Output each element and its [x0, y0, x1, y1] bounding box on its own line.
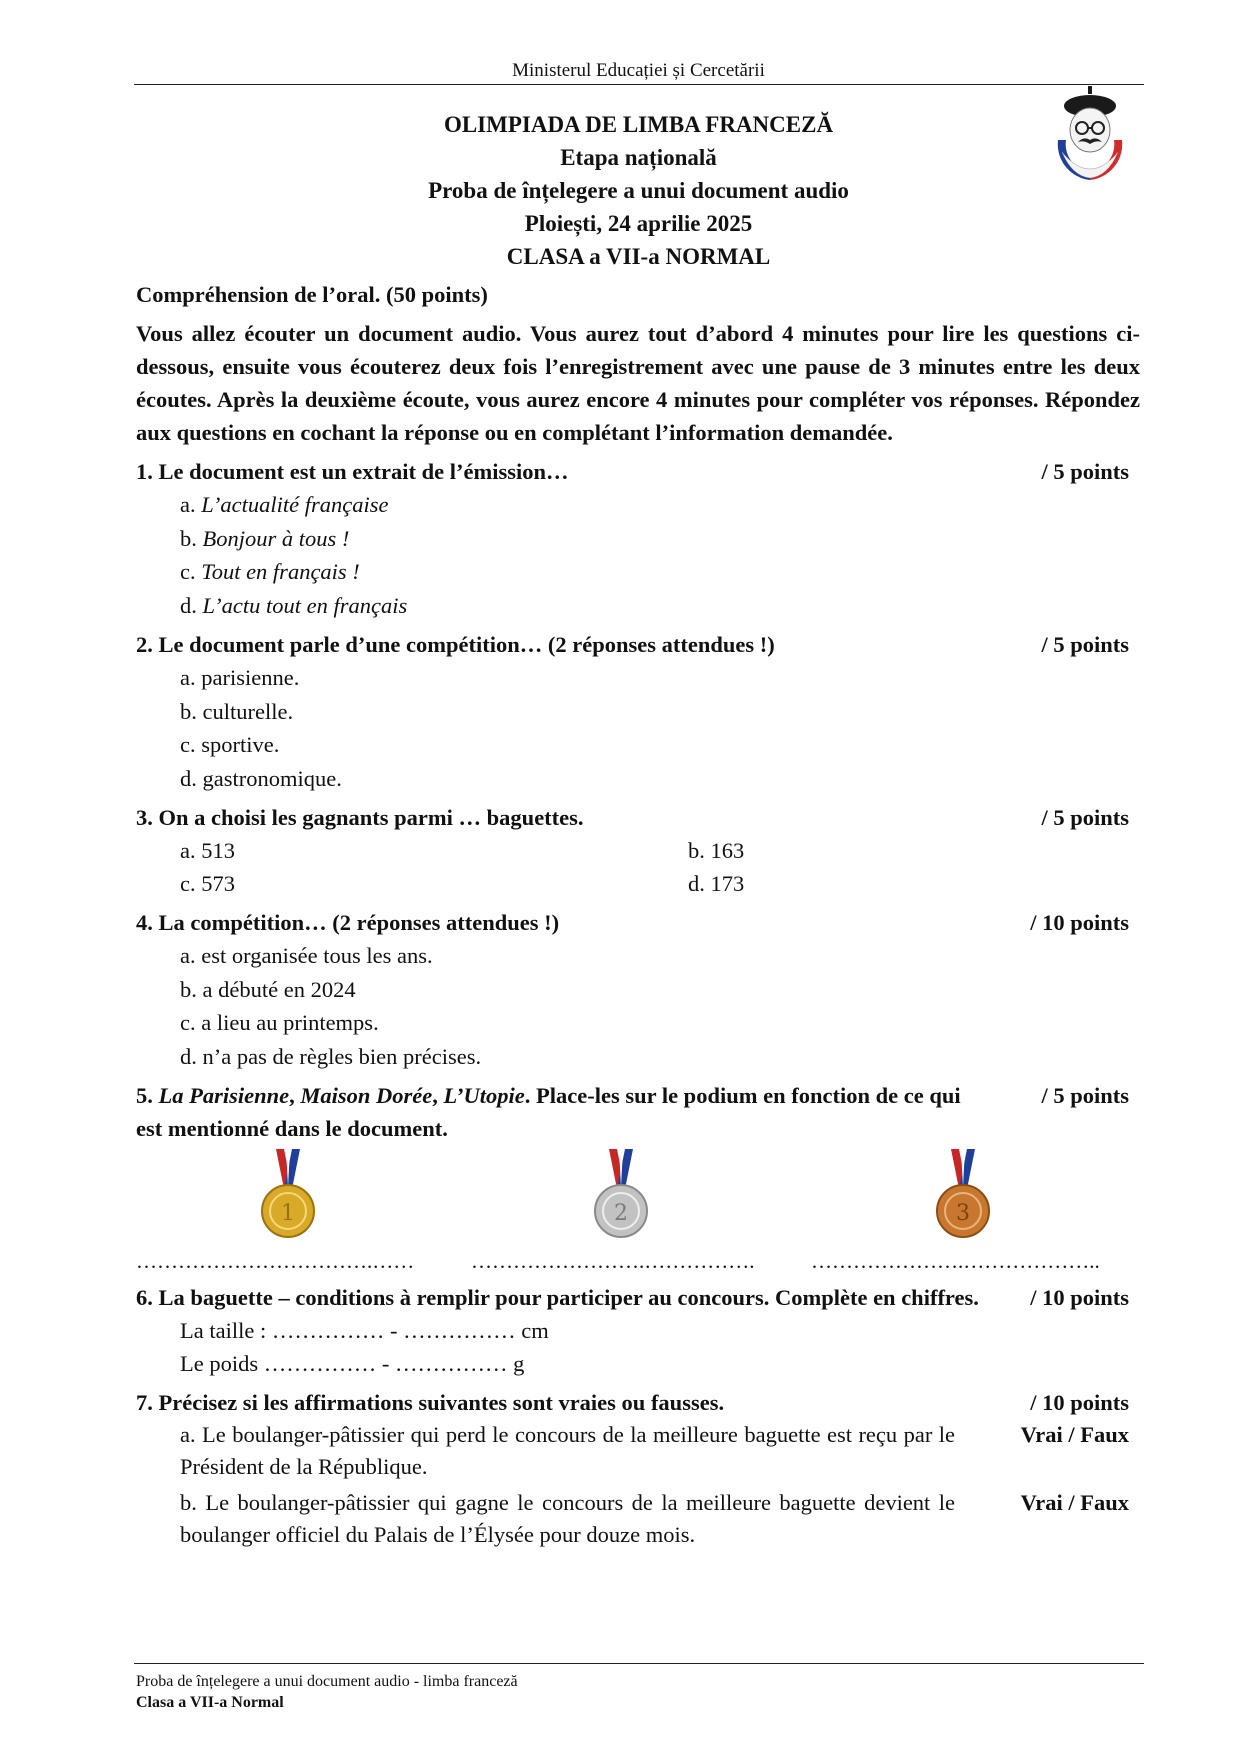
question-2 — [136, 628, 1140, 661]
statement-b — [180, 1487, 1140, 1551]
silver-medal-icon — [591, 1149, 651, 1239]
bakery-name: Maison Dorée — [300, 1083, 433, 1108]
gold-medal-icon — [258, 1149, 318, 1239]
question-4-points: / 10 points — [1030, 910, 1129, 935]
question-4 — [136, 906, 1140, 939]
option[interactable]: b. Bonjour à tous ! — [180, 525, 350, 551]
option[interactable]: b. 163 — [688, 838, 745, 863]
podium — [136, 1145, 1140, 1275]
ministry-header: Ministerul Educației și Cercetării — [512, 60, 765, 81]
option[interactable]: a. 513 — [180, 838, 235, 863]
question-1-text: 1. Le document est un extrait de l’émission… — [136, 459, 569, 484]
question-5-text: 5. La Parisienne, Maison Dorée, L’Utopie. Place-les sur le podium en fonction de ce qui est mentionné dans le document. — [136, 1083, 961, 1141]
class-title: CLASA a VII-a NORMAL — [506, 244, 771, 269]
option[interactable]: c. sportive. — [180, 732, 280, 757]
option[interactable]: d. gastronomique. — [180, 765, 342, 791]
question-7 — [136, 1386, 1140, 1419]
option[interactable]: a. est organisée tous les ans. — [180, 943, 433, 968]
svg-text:2: 2 — [614, 1201, 628, 1226]
olympiad-logo-icon — [1048, 80, 1132, 190]
weight-field[interactable]: Le poids …………… - …………… g — [180, 1351, 525, 1376]
question-7-points: / 10 points — [1030, 1390, 1129, 1415]
podium-blank-3[interactable]: ………………….……………….. — [811, 1249, 1100, 1273]
question-2-points: / 5 points — [1041, 632, 1129, 657]
question-4-text: 4. La compétition… (2 réponses attendues !) — [136, 910, 560, 935]
true-false-choice[interactable]: Vrai / Faux — [1020, 1422, 1129, 1447]
question-5-points: / 5 points — [1041, 1083, 1129, 1108]
option[interactable]: b. a débuté en 2024 — [180, 976, 356, 1002]
section-heading: Compréhension de l’oral. (50 points) — [136, 282, 488, 307]
size-field[interactable]: La taille : …………… - …………… cm — [180, 1318, 549, 1343]
question-3-points: / 5 points — [1041, 805, 1129, 830]
page-footer — [136, 1671, 518, 1713]
svg-text:1: 1 — [281, 1201, 295, 1226]
question-6 — [136, 1281, 1140, 1314]
option[interactable]: c. a lieu au printemps. — [180, 1010, 379, 1035]
footer-divider — [134, 1663, 1144, 1664]
stage-title: Etapa națională — [560, 145, 717, 170]
bakery-name: La Parisienne — [158, 1083, 290, 1108]
question-6-points: / 10 points — [1030, 1285, 1129, 1310]
bronze-medal-icon — [933, 1149, 993, 1239]
question-4-options — [180, 939, 1140, 1073]
question-3-text: 3. On a choisi les gagnants parmi … baguettes. — [136, 805, 584, 830]
exam-title-block — [135, 108, 1142, 273]
podium-blank-2[interactable]: …………………….……………. — [471, 1249, 755, 1273]
option[interactable]: c. 573 — [180, 871, 235, 896]
question-6-text: 6. La baguette – conditions à remplir pour participer au concours. Complète en chiffres. — [136, 1285, 979, 1310]
option[interactable]: a. L’actualité française — [180, 492, 389, 517]
statement-a — [180, 1419, 1140, 1483]
question-1-options — [180, 488, 1140, 622]
olympiad-title: OLIMPIADA DE LIMBA FRANCEZĂ — [443, 112, 834, 137]
option[interactable]: b. culturelle. — [180, 698, 294, 724]
option[interactable]: d. L’actu tout en français — [180, 592, 408, 618]
bakery-name: L’Utopie — [443, 1083, 525, 1108]
question-1-points: / 5 points — [1041, 459, 1129, 484]
exam-content — [136, 278, 1140, 1551]
statement-text: a. Le boulanger-pâtissier qui perd le concours de la meilleure baguette est reçu par le Président de la République. — [180, 1422, 955, 1479]
header-divider — [134, 84, 1144, 85]
svg-text:3: 3 — [956, 1201, 970, 1226]
footer-test-name: Proba de înțelegere a unui document audio - limba franceză — [136, 1673, 518, 1690]
question-7-text: 7. Précisez si les affirmations suivantes sont vraies ou fausses. — [136, 1390, 725, 1415]
footer-class: Clasa a VII-a Normal — [136, 1694, 284, 1711]
statement-text: b. Le boulanger-pâtissier qui gagne le concours de la meilleure baguette devient le boulanger officiel du Palais de l’Élysée pour douze mois. — [180, 1490, 955, 1547]
location-date: Ploiești, 24 aprilie 2025 — [524, 211, 753, 236]
option[interactable]: d. n’a pas de règles bien précises. — [180, 1043, 482, 1069]
option[interactable]: c. Tout en français ! — [180, 559, 360, 584]
question-6-fields — [180, 1314, 1140, 1380]
question-3 — [136, 801, 1140, 834]
question-2-text: 2. Le document parle d’une compétition… (2 réponses attendues !) — [136, 632, 775, 657]
question-1 — [136, 455, 1140, 488]
question-2-options — [180, 661, 1140, 795]
true-false-choice[interactable]: Vrai / Faux — [1020, 1490, 1129, 1515]
question-3-options — [180, 834, 1140, 900]
option[interactable]: a. parisienne. — [180, 665, 300, 690]
question-5 — [136, 1079, 1140, 1145]
instructions-paragraph: Vous allez écouter un document audio. Vous aurez tout d’abord 4 minutes pour lire les questions ci-dessous, ensuite vous écouterez deux fois l’enregistrement avec une pause de 3 minutes entre les deux écoutes. Après la deuxième écoute, vous aurez encore 4 minutes pour compléter vos réponses. Répondez aux questions en cochant la réponse ou en complétant l’information demandée. — [136, 321, 1140, 445]
option[interactable]: d. 173 — [688, 871, 745, 896]
test-title: Proba de înțelegere a unui document audio — [428, 178, 849, 203]
podium-blank-1[interactable]: …………………………….…… — [136, 1249, 415, 1273]
